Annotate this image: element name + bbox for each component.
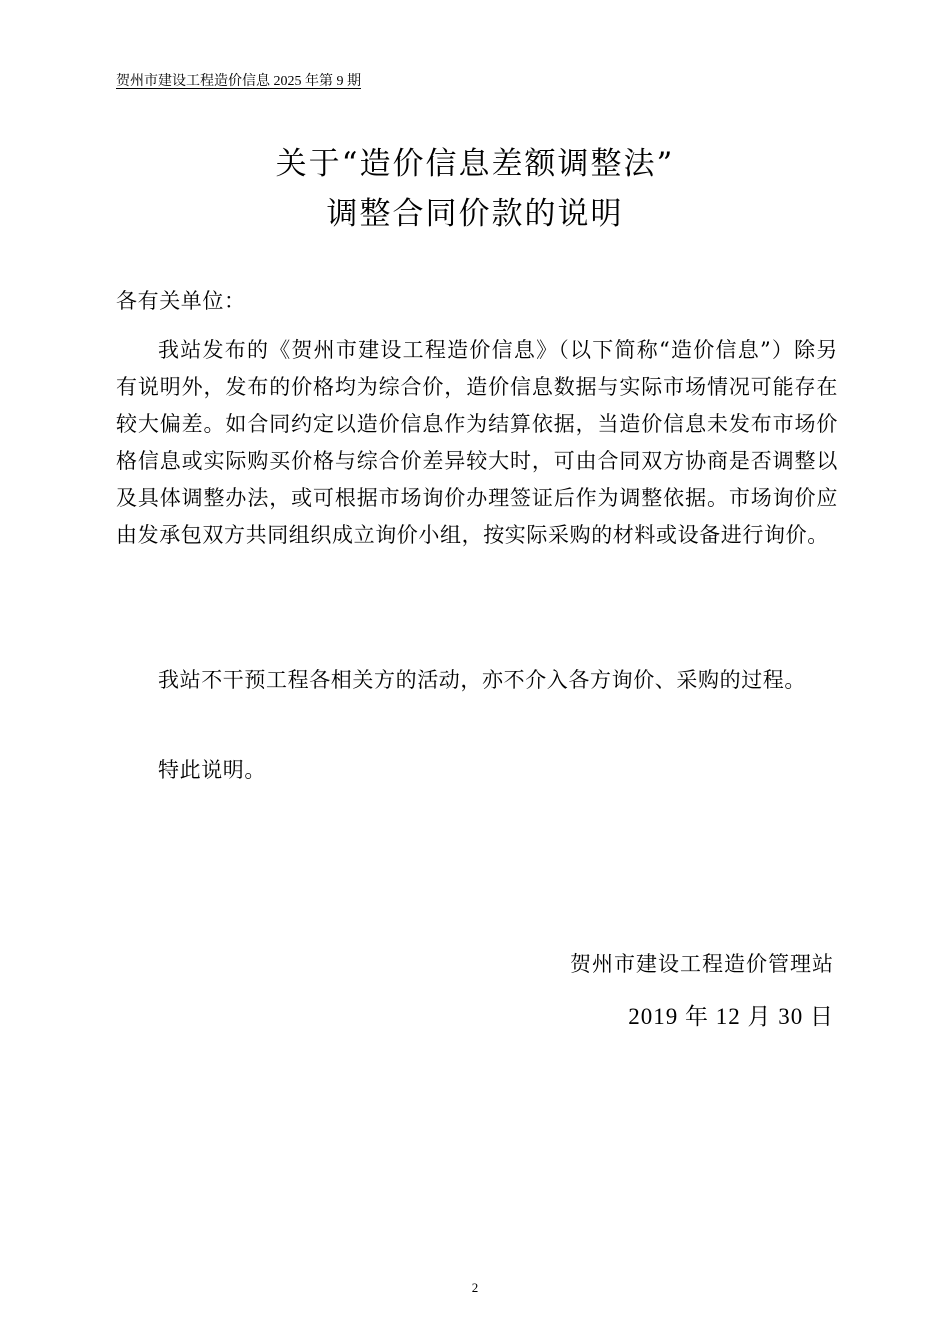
document-title-line-1: 关于“造价信息差额调整法” xyxy=(275,146,675,182)
signature-date: 2019 年 12 月 30 日 xyxy=(628,1004,834,1029)
paragraph-2: 我站不干预工程各相关方的活动，亦不介入各方询价、采购的过程。 xyxy=(158,668,806,692)
salutation: 各有关单位： xyxy=(116,289,246,313)
document-title-line-2: 调整合同价款的说明 xyxy=(326,196,624,232)
paragraph-1: 我站发布的《贺州市建设工程造价信息》（以下简称“造价信息”）除另有说明外，发布的价格均为综合价，造价信息数据与实际市场情况可能存在较大偏差。如合同约定以造价信息作为结算依据，当造价信息未发布市场价格信息或实际购买价格与综合价差异较大时，可由合同双方协商是否调整以及具体调整办法，或可根据市场询价办理签证后作为调整依据。市场询价应由发承包双方共同组织成立询价小组，按实际采购的材料或设备进行询价。 xyxy=(116,338,838,547)
paragraph-3: 特此说明。 xyxy=(158,758,266,782)
signature-organization: 贺州市建设工程造价管理站 xyxy=(570,952,834,976)
page-number: 2 xyxy=(471,1280,479,1295)
running-header: 贺州市建设工程造价信息 2025 年第 9 期 xyxy=(116,74,361,89)
